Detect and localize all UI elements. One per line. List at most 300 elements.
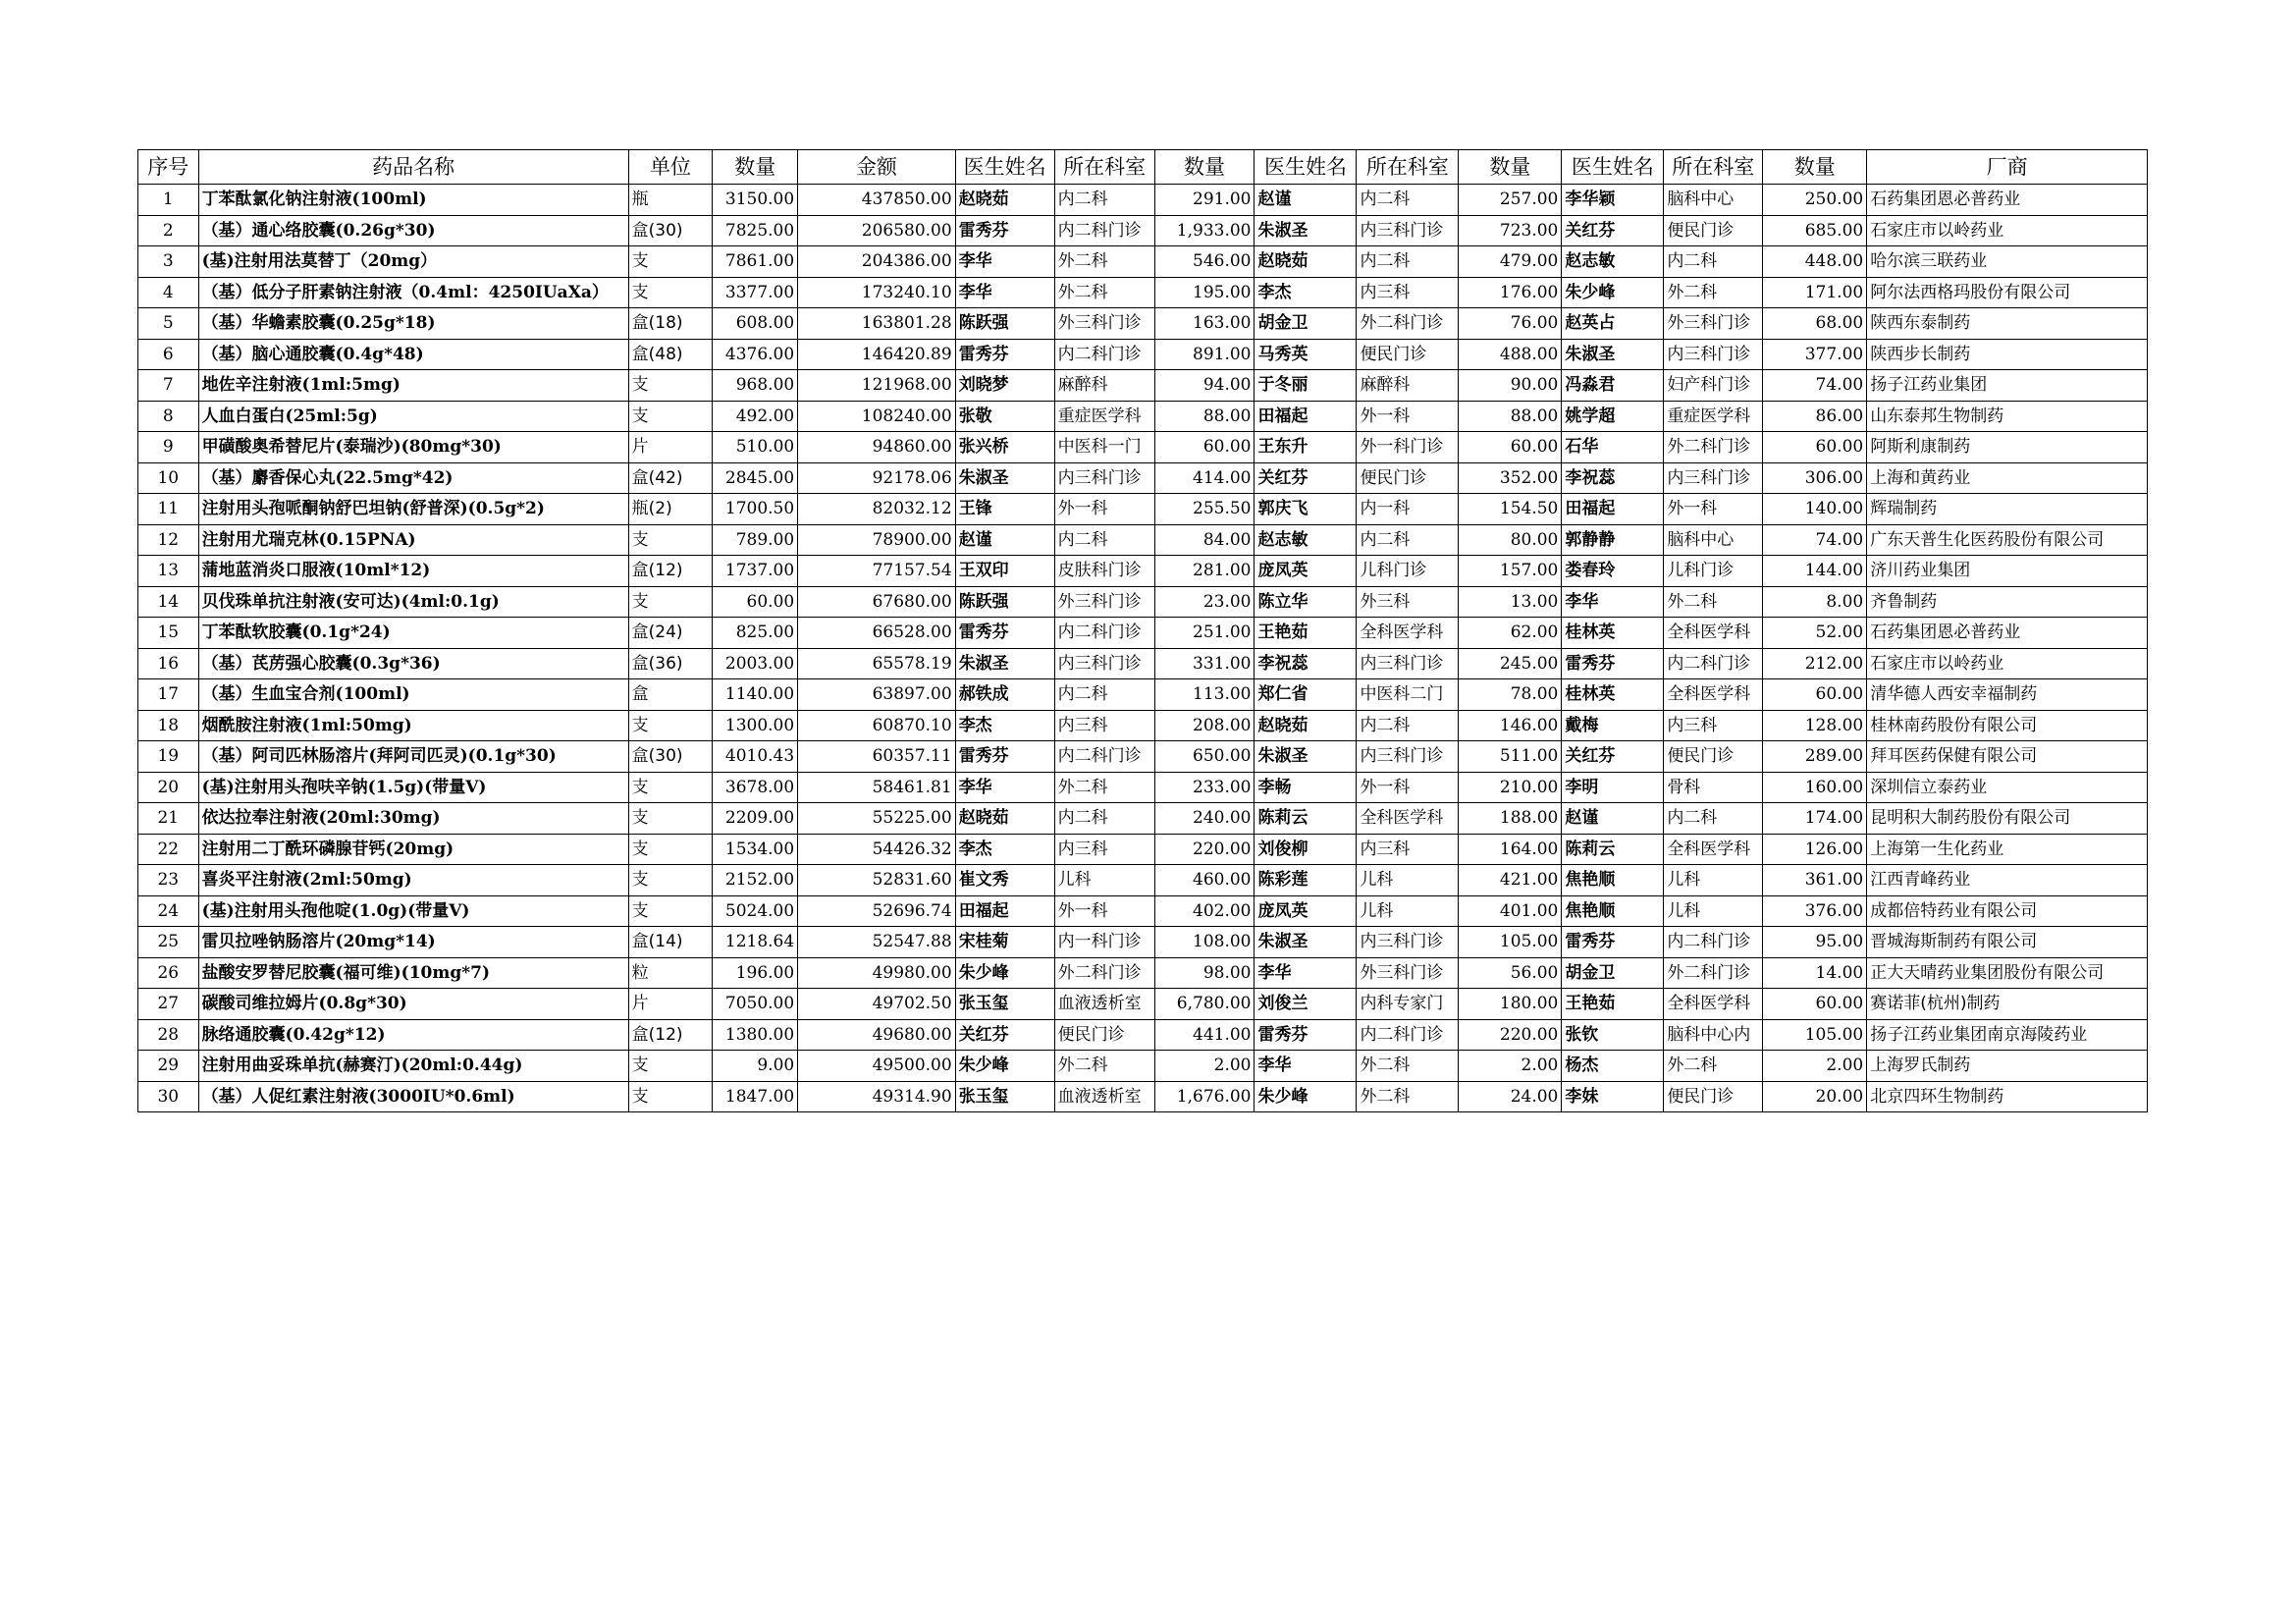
cell-quantity: 510.00: [713, 432, 798, 463]
table-row: [138, 586, 2148, 618]
cell-doctor: 雷秀芬: [955, 215, 1054, 246]
cell-unit: 瓶: [628, 185, 713, 216]
cell-department: 内二科门诊: [1054, 741, 1154, 773]
cell-index: 22: [138, 834, 199, 865]
cell-doctor: 陈跃强: [955, 586, 1054, 618]
cell-doctor: 陈彩莲: [1255, 865, 1357, 896]
cell-unit: 支: [628, 1051, 713, 1082]
cell-manufacturer: 陕西步长制药: [1867, 339, 2148, 370]
cell-unit: 瓶(2): [628, 494, 713, 525]
cell-amount: 66528.00: [798, 618, 955, 649]
table-row: [138, 1019, 2148, 1051]
cell-unit: 支: [628, 772, 713, 803]
cell-doctor: 王东升: [1255, 432, 1357, 463]
table-row: [138, 679, 2148, 711]
cell-unit: 粒: [628, 957, 713, 989]
cell-doctor: 李华: [955, 246, 1054, 278]
cell-quantity: 376.00: [1763, 895, 1867, 927]
cell-doctor: 赵谨: [1562, 803, 1664, 835]
cell-doctor: 郝铁成: [955, 679, 1054, 711]
cell-doctor: 冯淼君: [1562, 370, 1664, 402]
cell-quantity: 76.00: [1459, 308, 1562, 340]
table-row: [138, 215, 2148, 246]
cell-amount: 55225.00: [798, 803, 955, 835]
cell-quantity: 126.00: [1763, 834, 1867, 865]
table-row: [138, 989, 2148, 1020]
cell-unit: 盒(30): [628, 741, 713, 773]
cell-doctor: 庞凤英: [1255, 556, 1357, 587]
cell-quantity: 5024.00: [713, 895, 798, 927]
cell-quantity: 98.00: [1154, 957, 1255, 989]
cell-doctor: 赵英占: [1562, 308, 1664, 340]
cell-department: 便民门诊: [1054, 1019, 1154, 1051]
cell-department: 内二科门诊: [1054, 339, 1154, 370]
cell-quantity: 157.00: [1459, 556, 1562, 587]
cell-quantity: 4376.00: [713, 339, 798, 370]
cell-amount: 52547.88: [798, 927, 955, 958]
cell-quantity: 251.00: [1154, 618, 1255, 649]
cell-department: 脑科中心: [1664, 524, 1763, 556]
cell-quantity: 88.00: [1154, 401, 1255, 432]
cell-quantity: 90.00: [1459, 370, 1562, 402]
cell-department: 外二科: [1357, 1081, 1459, 1112]
cell-doctor: 李祝蕊: [1255, 648, 1357, 679]
cell-quantity: 2.00: [1154, 1051, 1255, 1082]
cell-department: 中医科二门: [1357, 679, 1459, 711]
cell-amount: 49500.00: [798, 1051, 955, 1082]
cell-quantity: 685.00: [1763, 215, 1867, 246]
cell-index: 7: [138, 370, 199, 402]
col-header-doctor-1: 医生姓名: [955, 150, 1054, 185]
cell-department: 内二科: [1357, 185, 1459, 216]
cell-doctor: 陈莉云: [1255, 803, 1357, 835]
cell-doctor: 朱淑圣: [1255, 927, 1357, 958]
cell-quantity: 23.00: [1154, 586, 1255, 618]
cell-unit: 支: [628, 370, 713, 402]
cell-department: 内三科门诊: [1357, 215, 1459, 246]
table-row: [138, 710, 2148, 741]
cell-quantity: 289.00: [1763, 741, 1867, 773]
cell-quantity: 968.00: [713, 370, 798, 402]
cell-quantity: 281.00: [1154, 556, 1255, 587]
table-row: [138, 865, 2148, 896]
cell-department: 内三科门诊: [1054, 462, 1154, 494]
cell-department: 外二科: [1054, 1051, 1154, 1082]
cell-department: 内二科: [1054, 803, 1154, 835]
cell-manufacturer: 陕西东泰制药: [1867, 308, 2148, 340]
cell-doctor: 张玉玺: [955, 989, 1054, 1020]
cell-department: 便民门诊: [1664, 215, 1763, 246]
cell-manufacturer: 上海罗氏制药: [1867, 1051, 2148, 1082]
cell-quantity: 306.00: [1763, 462, 1867, 494]
table-row: [138, 277, 2148, 308]
cell-drug-name: 脉络通胶囊(0.42g*12): [198, 1019, 628, 1051]
cell-quantity: 60.00: [1763, 432, 1867, 463]
cell-quantity: 88.00: [1459, 401, 1562, 432]
col-header-amount: 金额: [798, 150, 955, 185]
cell-quantity: 1140.00: [713, 679, 798, 711]
cell-quantity: 789.00: [713, 524, 798, 556]
cell-doctor: 王锋: [955, 494, 1054, 525]
cell-doctor: 李杰: [955, 834, 1054, 865]
cell-quantity: 68.00: [1763, 308, 1867, 340]
cell-department: 外一科: [1054, 895, 1154, 927]
cell-index: 8: [138, 401, 199, 432]
cell-quantity: 84.00: [1154, 524, 1255, 556]
cell-department: 重症医学科: [1054, 401, 1154, 432]
cell-department: 内二科门诊: [1357, 1019, 1459, 1051]
cell-quantity: 208.00: [1154, 710, 1255, 741]
cell-drug-name: 盐酸安罗替尼胶囊(福可维)(10mg*7): [198, 957, 628, 989]
cell-doctor: 朱少峰: [955, 957, 1054, 989]
cell-amount: 204386.00: [798, 246, 955, 278]
cell-quantity: 196.00: [713, 957, 798, 989]
cell-unit: 支: [628, 277, 713, 308]
cell-department: 内三科: [1664, 710, 1763, 741]
cell-department: 妇产科门诊: [1664, 370, 1763, 402]
cell-index: 30: [138, 1081, 199, 1112]
cell-doctor: 王艳茹: [1255, 618, 1357, 649]
cell-quantity: 62.00: [1459, 618, 1562, 649]
cell-quantity: 95.00: [1763, 927, 1867, 958]
cell-doctor: 桂林英: [1562, 679, 1664, 711]
cell-quantity: 171.00: [1763, 277, 1867, 308]
cell-department: 内三科: [1054, 834, 1154, 865]
cell-unit: 支: [628, 895, 713, 927]
cell-amount: 77157.54: [798, 556, 955, 587]
cell-department: 便民门诊: [1664, 1081, 1763, 1112]
cell-doctor: 赵谨: [1255, 185, 1357, 216]
cell-quantity: 9.00: [713, 1051, 798, 1082]
cell-doctor: 李华: [955, 772, 1054, 803]
cell-manufacturer: 北京四环生物制药: [1867, 1081, 2148, 1112]
cell-amount: 437850.00: [798, 185, 955, 216]
cell-manufacturer: 山东泰邦生物制药: [1867, 401, 2148, 432]
cell-department: 全科医学科: [1357, 618, 1459, 649]
cell-department: 脑科中心: [1664, 185, 1763, 216]
drug-usage-table: [137, 149, 2148, 1112]
cell-department: 外二科: [1357, 1051, 1459, 1082]
cell-doctor: 赵晓茹: [955, 185, 1054, 216]
cell-amount: 58461.81: [798, 772, 955, 803]
cell-unit: 支: [628, 865, 713, 896]
table-row: [138, 957, 2148, 989]
cell-unit: 支: [628, 586, 713, 618]
cell-amount: 92178.06: [798, 462, 955, 494]
cell-quantity: 421.00: [1459, 865, 1562, 896]
cell-quantity: 377.00: [1763, 339, 1867, 370]
cell-quantity: 74.00: [1763, 524, 1867, 556]
cell-unit: 盒(14): [628, 927, 713, 958]
cell-drug-name: （基）华蟾素胶囊(0.25g*18): [198, 308, 628, 340]
cell-department: 皮肤科门诊: [1054, 556, 1154, 587]
cell-department: 外二科: [1054, 246, 1154, 278]
cell-quantity: 825.00: [713, 618, 798, 649]
cell-doctor: 张兴桥: [955, 432, 1054, 463]
table-row: [138, 895, 2148, 927]
cell-unit: 盒(30): [628, 215, 713, 246]
cell-index: 10: [138, 462, 199, 494]
cell-unit: 盒(42): [628, 462, 713, 494]
cell-manufacturer: 石药集团恩必普药业: [1867, 185, 2148, 216]
cell-department: 骨科: [1664, 772, 1763, 803]
cell-doctor: 朱淑圣: [955, 462, 1054, 494]
cell-doctor: 庞凤英: [1255, 895, 1357, 927]
cell-department: 内三科: [1054, 710, 1154, 741]
cell-department: 内三科门诊: [1054, 648, 1154, 679]
cell-department: 全科医学科: [1357, 803, 1459, 835]
cell-quantity: 7861.00: [713, 246, 798, 278]
cell-amount: 49702.50: [798, 989, 955, 1020]
cell-manufacturer: 阿尔法西格玛股份有限公司: [1867, 277, 2148, 308]
cell-index: 13: [138, 556, 199, 587]
cell-quantity: 128.00: [1763, 710, 1867, 741]
cell-doctor: 娄春玲: [1562, 556, 1664, 587]
cell-quantity: 1,933.00: [1154, 215, 1255, 246]
cell-quantity: 160.00: [1763, 772, 1867, 803]
table-row: [138, 741, 2148, 773]
cell-index: 1: [138, 185, 199, 216]
cell-department: 外一科门诊: [1357, 432, 1459, 463]
cell-department: 外二科: [1664, 586, 1763, 618]
cell-amount: 49680.00: [798, 1019, 955, 1051]
cell-drug-name: (基)注射用法莫替丁（20mg）: [198, 246, 628, 278]
cell-department: 内二科: [1054, 524, 1154, 556]
cell-index: 11: [138, 494, 199, 525]
cell-quantity: 2152.00: [713, 865, 798, 896]
cell-manufacturer: 石药集团恩必普药业: [1867, 618, 2148, 649]
table-row: [138, 432, 2148, 463]
cell-doctor: 朱少峰: [1562, 277, 1664, 308]
cell-quantity: 140.00: [1763, 494, 1867, 525]
cell-quantity: 113.00: [1154, 679, 1255, 711]
cell-index: 21: [138, 803, 199, 835]
cell-manufacturer: 广东天普生化医药股份有限公司: [1867, 524, 2148, 556]
cell-doctor: 刘俊柳: [1255, 834, 1357, 865]
cell-manufacturer: 扬子江药业集团: [1867, 370, 2148, 402]
cell-doctor: 田福起: [955, 895, 1054, 927]
cell-department: 外二科: [1054, 772, 1154, 803]
cell-quantity: 163.00: [1154, 308, 1255, 340]
cell-quantity: 56.00: [1459, 957, 1562, 989]
cell-department: 外三科门诊: [1664, 308, 1763, 340]
cell-doctor: 桂林英: [1562, 618, 1664, 649]
cell-amount: 67680.00: [798, 586, 955, 618]
cell-department: 内三科: [1357, 834, 1459, 865]
cell-doctor: 李杰: [955, 710, 1054, 741]
cell-amount: 78900.00: [798, 524, 955, 556]
cell-quantity: 195.00: [1154, 277, 1255, 308]
cell-drug-name: （基）生血宝合剂(100ml): [198, 679, 628, 711]
cell-department: 全科医学科: [1664, 618, 1763, 649]
cell-doctor: 田福起: [1255, 401, 1357, 432]
cell-doctor: 刘俊兰: [1255, 989, 1357, 1020]
col-header-quantity: 数量: [713, 150, 798, 185]
cell-doctor: 关红芬: [955, 1019, 1054, 1051]
cell-quantity: 105.00: [1763, 1019, 1867, 1051]
cell-index: 3: [138, 246, 199, 278]
cell-manufacturer: 哈尔滨三联药业: [1867, 246, 2148, 278]
cell-quantity: 291.00: [1154, 185, 1255, 216]
cell-doctor: 李华: [1255, 957, 1357, 989]
cell-doctor: 李明: [1562, 772, 1664, 803]
cell-doctor: 戴梅: [1562, 710, 1664, 741]
cell-department: 外三科门诊: [1054, 308, 1154, 340]
cell-department: 外二科: [1664, 277, 1763, 308]
cell-unit: 支: [628, 834, 713, 865]
cell-department: 全科医学科: [1664, 679, 1763, 711]
col-header-department-2: 所在科室: [1357, 150, 1459, 185]
cell-quantity: 14.00: [1763, 957, 1867, 989]
cell-doctor: 焦艳顺: [1562, 895, 1664, 927]
cell-doctor: 郭庆飞: [1255, 494, 1357, 525]
cell-manufacturer: 昆明积大制药股份有限公司: [1867, 803, 2148, 835]
table-row: [138, 339, 2148, 370]
cell-quantity: 80.00: [1459, 524, 1562, 556]
cell-quantity: 402.00: [1154, 895, 1255, 927]
cell-index: 20: [138, 772, 199, 803]
cell-drug-name: 碳酸司维拉姆片(0.8g*30): [198, 989, 628, 1020]
cell-unit: 盒(18): [628, 308, 713, 340]
cell-quantity: 240.00: [1154, 803, 1255, 835]
cell-quantity: 1737.00: [713, 556, 798, 587]
cell-doctor: 赵志敏: [1562, 246, 1664, 278]
cell-manufacturer: 正大天晴药业集团股份有限公司: [1867, 957, 2148, 989]
table-row: [138, 927, 2148, 958]
cell-quantity: 13.00: [1459, 586, 1562, 618]
table-row: [138, 401, 2148, 432]
cell-drug-name: （基）人促红素注射液(3000IU*0.6ml): [198, 1081, 628, 1112]
cell-quantity: 174.00: [1763, 803, 1867, 835]
cell-quantity: 460.00: [1154, 865, 1255, 896]
cell-doctor: 李祝蕊: [1562, 462, 1664, 494]
cell-doctor: 雷秀芬: [1562, 648, 1664, 679]
cell-doctor: 马秀英: [1255, 339, 1357, 370]
cell-doctor: 关红芬: [1255, 462, 1357, 494]
cell-drug-name: 甲磺酸奥希替尼片(泰瑞沙)(80mg*30): [198, 432, 628, 463]
table-row: [138, 803, 2148, 835]
cell-department: 内二科: [1664, 246, 1763, 278]
cell-index: 18: [138, 710, 199, 741]
cell-quantity: 24.00: [1459, 1081, 1562, 1112]
cell-doctor: 焦艳顺: [1562, 865, 1664, 896]
cell-quantity: 352.00: [1459, 462, 1562, 494]
cell-doctor: 朱少峰: [1255, 1081, 1357, 1112]
cell-index: 17: [138, 679, 199, 711]
cell-department: 内一科门诊: [1054, 927, 1154, 958]
cell-unit: 支: [628, 401, 713, 432]
cell-quantity: 60.00: [1763, 989, 1867, 1020]
cell-unit: 片: [628, 989, 713, 1020]
cell-unit: 支: [628, 1081, 713, 1112]
cell-amount: 49980.00: [798, 957, 955, 989]
cell-quantity: 4010.43: [713, 741, 798, 773]
cell-doctor: 王双印: [955, 556, 1054, 587]
cell-department: 麻醉科: [1357, 370, 1459, 402]
cell-department: 重症医学科: [1664, 401, 1763, 432]
cell-quantity: 144.00: [1763, 556, 1867, 587]
cell-department: 内二科门诊: [1054, 618, 1154, 649]
cell-quantity: 60.00: [1154, 432, 1255, 463]
cell-manufacturer: 上海第一生化药业: [1867, 834, 2148, 865]
cell-quantity: 7825.00: [713, 215, 798, 246]
cell-doctor: 朱淑圣: [955, 648, 1054, 679]
cell-drug-name: （基）麝香保心丸(22.5mg*42): [198, 462, 628, 494]
cell-doctor: 李华: [1255, 1051, 1357, 1082]
cell-doctor: 赵谨: [955, 524, 1054, 556]
cell-department: 脑科中心内: [1664, 1019, 1763, 1051]
cell-department: 内三科门诊: [1357, 741, 1459, 773]
cell-doctor: 朱淑圣: [1255, 215, 1357, 246]
cell-department: 外二科: [1054, 277, 1154, 308]
cell-doctor: 赵晓茹: [1255, 710, 1357, 741]
cell-doctor: 李华颖: [1562, 185, 1664, 216]
cell-quantity: 7050.00: [713, 989, 798, 1020]
cell-department: 血液透析室: [1054, 1081, 1154, 1112]
cell-unit: 片: [628, 432, 713, 463]
cell-manufacturer: 赛诺菲(杭州)制药: [1867, 989, 2148, 1020]
cell-quantity: 2.00: [1459, 1051, 1562, 1082]
cell-doctor: 张钦: [1562, 1019, 1664, 1051]
cell-quantity: 3377.00: [713, 277, 798, 308]
cell-department: 麻醉科: [1054, 370, 1154, 402]
cell-department: 内三科门诊: [1357, 648, 1459, 679]
cell-doctor: 王艳茹: [1562, 989, 1664, 1020]
cell-quantity: 164.00: [1459, 834, 1562, 865]
cell-department: 全科医学科: [1664, 834, 1763, 865]
cell-quantity: 176.00: [1459, 277, 1562, 308]
cell-quantity: 8.00: [1763, 586, 1867, 618]
cell-quantity: 488.00: [1459, 339, 1562, 370]
table-row: [138, 370, 2148, 402]
cell-index: 26: [138, 957, 199, 989]
cell-amount: 82032.12: [798, 494, 955, 525]
cell-quantity: 60.00: [713, 586, 798, 618]
cell-department: 内二科: [1357, 524, 1459, 556]
cell-amount: 94860.00: [798, 432, 955, 463]
cell-doctor: 于冬丽: [1255, 370, 1357, 402]
cell-drug-name: 喜炎平注射液(2ml:50mg): [198, 865, 628, 896]
cell-department: 外三科: [1357, 586, 1459, 618]
cell-index: 12: [138, 524, 199, 556]
cell-drug-name: 人血白蛋白(25ml:5g): [198, 401, 628, 432]
cell-quantity: 146.00: [1459, 710, 1562, 741]
table-row: [138, 618, 2148, 649]
cell-manufacturer: 石家庄市以岭药业: [1867, 215, 2148, 246]
cell-department: 便民门诊: [1357, 462, 1459, 494]
cell-amount: 49314.90: [798, 1081, 955, 1112]
cell-quantity: 414.00: [1154, 462, 1255, 494]
cell-doctor: 李妹: [1562, 1081, 1664, 1112]
cell-department: 儿科: [1357, 895, 1459, 927]
cell-manufacturer: 清华德人西安幸福制药: [1867, 679, 2148, 711]
cell-drug-name: 丁苯酞软胶囊(0.1g*24): [198, 618, 628, 649]
cell-quantity: 94.00: [1154, 370, 1255, 402]
cell-doctor: 田福起: [1562, 494, 1664, 525]
cell-department: 外二科: [1664, 1051, 1763, 1082]
table-row: [138, 246, 2148, 278]
cell-doctor: 李畅: [1255, 772, 1357, 803]
cell-doctor: 郭静静: [1562, 524, 1664, 556]
cell-quantity: 650.00: [1154, 741, 1255, 773]
cell-unit: 盒(24): [628, 618, 713, 649]
cell-manufacturer: 深圳信立泰药业: [1867, 772, 2148, 803]
cell-unit: 盒: [628, 679, 713, 711]
cell-index: 19: [138, 741, 199, 773]
cell-manufacturer: 上海和黄药业: [1867, 462, 2148, 494]
cell-manufacturer: 成都倍特药业有限公司: [1867, 895, 2148, 927]
cell-quantity: 1847.00: [713, 1081, 798, 1112]
